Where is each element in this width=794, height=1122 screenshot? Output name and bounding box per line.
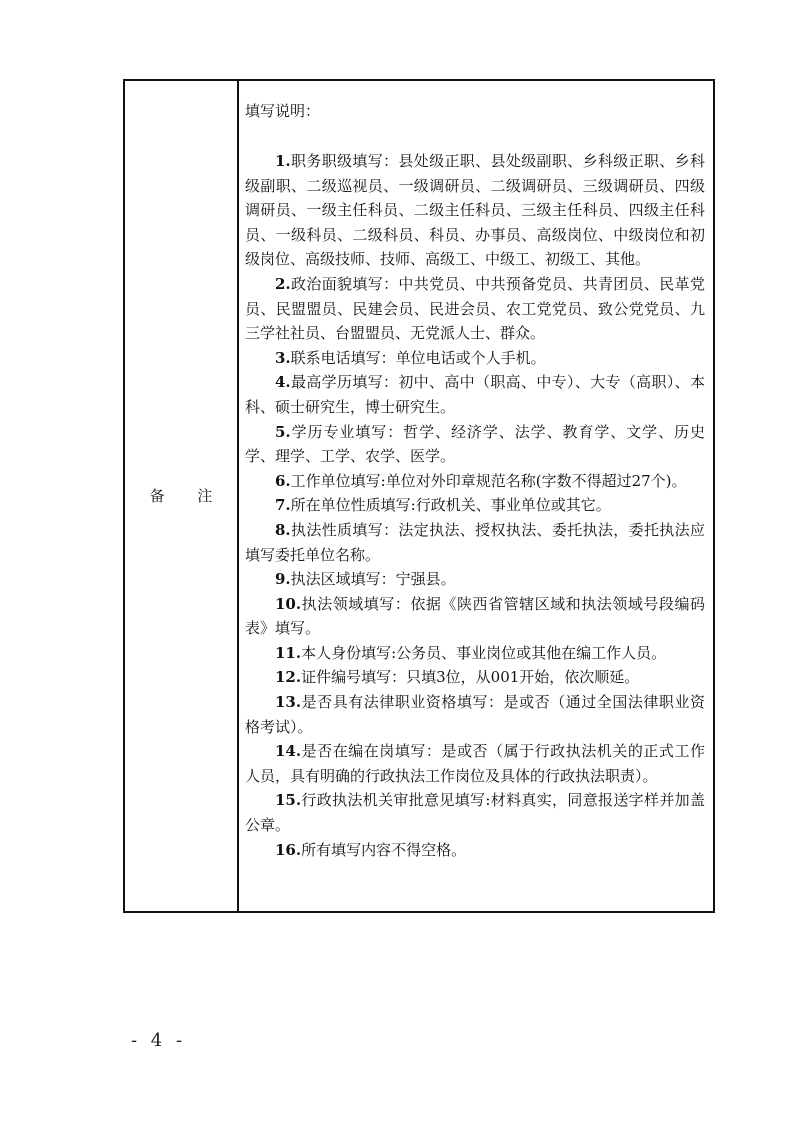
column-divider <box>237 81 239 911</box>
instruction-item <box>245 690 705 739</box>
instruction-item-number: 1. <box>275 152 291 170</box>
instruction-item-text: 行政执法机关审批意见填写:材料真实，同意报送字样并加盖公章。 <box>245 791 705 835</box>
instruction-item-number: 6. <box>275 471 291 490</box>
instruction-item <box>245 346 705 371</box>
instruction-item-number: 3. <box>275 348 291 367</box>
instruction-item-text: 职务职级填写：县处级正职、县处级副职、乡科级正职、乡科级副职、二级巡视员、一级调研员、二级调研员、三级调研员、四级调研员、一级主任科员、二级主任科员、三级主任科员、四级主任科员、一级科员、二级科员、科员、办事员、高级岗位、中级岗位和初级岗位、高级技师、技师、高级工、中级工、初级工、其他。 <box>245 152 705 269</box>
instruction-item <box>245 272 705 346</box>
instruction-item-number: 13. <box>275 693 302 712</box>
instructions-cell <box>245 99 705 862</box>
instruction-item-text: 执法区域填写：宁强县。 <box>290 570 456 589</box>
instruction-item-number: 10. <box>275 594 302 613</box>
instruction-item-number: 16. <box>275 840 302 859</box>
instruction-item-text: 是否具有法律职业资格填写：是或否（通过全国法律职业资格考试）。 <box>245 693 705 736</box>
instruction-item <box>245 149 705 272</box>
instruction-item <box>245 567 705 592</box>
instruction-item <box>245 592 705 641</box>
instruction-item-number: 11. <box>275 643 302 662</box>
instruction-item-text: 联系电话填写：单位电话或个人手机。 <box>290 348 546 367</box>
instruction-item-text: 执法性质填写：法定执法、授权执法、委托执法，委托执法应填写委托单位名称。 <box>245 520 705 564</box>
page-number: - 4 - <box>131 1030 187 1051</box>
remark-label: 备 注 <box>149 487 227 505</box>
instruction-item-number: 8. <box>275 520 291 539</box>
instruction-item-text: 最高学历填写：初中、高中（职高、中专）、大专（高职）、本科、硕士研究生，博士研究生。 <box>245 373 705 416</box>
instruction-item <box>245 469 705 494</box>
instruction-item <box>245 518 705 567</box>
instruction-item <box>245 420 705 469</box>
instruction-item-text: 本人身份填写:公务员、事业岗位或其他在编工作人员。 <box>301 643 667 662</box>
instruction-item-number: 15. <box>275 791 302 810</box>
instruction-item-text: 工作单位填写:单位对外印章规范名称(字数不得超过27个)。 <box>290 471 687 490</box>
instruction-item-text: 政治面貌填写：中共党员、中共预备党员、共青团员、民革党员、民盟盟员、民建会员、民进会员、农工党党员、致公党党员、九三学社社员、台盟盟员、无党派人士、群众。 <box>245 274 705 343</box>
instruction-item <box>245 788 705 837</box>
instruction-item <box>245 739 705 788</box>
remarks-table <box>123 79 715 913</box>
instruction-item-text: 是否在编在岗填写：是或否（属于行政执法机关的正式工作人员，具有明确的行政执法工作岗位及具体的行政执法职责）。 <box>245 742 705 785</box>
instruction-item <box>245 838 705 863</box>
instruction-item-number: 12. <box>275 668 302 687</box>
instruction-item <box>245 370 705 419</box>
instructions-heading: 填写说明： <box>245 102 321 120</box>
instruction-item-number: 2. <box>275 274 291 293</box>
instruction-item-number: 7. <box>275 496 291 515</box>
instruction-item-number: 5. <box>275 422 291 441</box>
instruction-item-number: 9. <box>275 570 291 589</box>
instruction-item-number: 4. <box>275 373 291 392</box>
instruction-item-text: 执法领域填写：依据《陕西省管辖区域和执法领域号段编码表》填写。 <box>245 594 705 638</box>
instruction-item-text: 证件编号填写：只填3位，从001开始，依次顺延。 <box>301 668 640 687</box>
instruction-item <box>245 641 705 666</box>
instruction-item-text: 学历专业填写：哲学、经济学、法学、教育学、文学、历史学、理学、工学、农学、医学。 <box>245 422 705 466</box>
instruction-item <box>245 665 705 690</box>
instruction-item-text: 所在单位性质填写:行政机关、事业单位或其它。 <box>290 496 611 515</box>
instruction-item-number: 14. <box>275 742 302 761</box>
instruction-item-text: 所有填写内容不得空格。 <box>301 840 467 859</box>
instructions-list <box>245 149 705 862</box>
instruction-item <box>245 493 705 518</box>
